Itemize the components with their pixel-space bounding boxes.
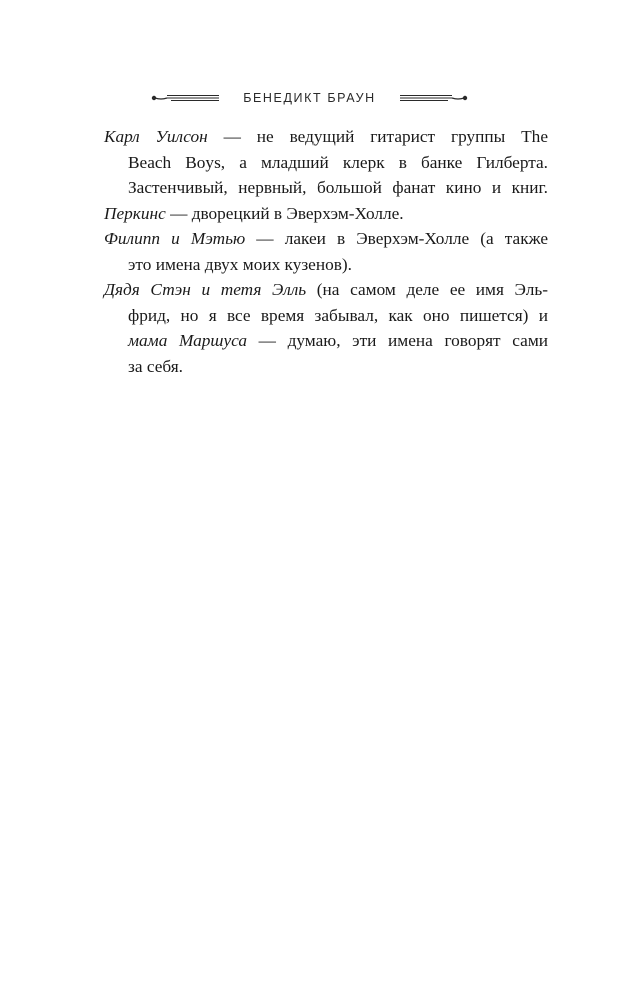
character-list (104, 124, 548, 379)
entry-philip-and-matthew (104, 226, 548, 277)
left-ornament-icon (151, 90, 221, 106)
running-head (0, 86, 619, 110)
text-line (104, 124, 548, 150)
line-text: — не ведущий гитарист группы The (207, 127, 548, 146)
text-line (104, 277, 548, 303)
character-name: Перкинс (104, 203, 166, 223)
character-name: Дядя Стэн и тетя Элль (104, 280, 307, 299)
right-ornament-icon (398, 90, 468, 106)
entry-perkins (104, 201, 548, 227)
character-name: Карл Уилсон (104, 127, 208, 146)
character-name: мама Маршуса (128, 331, 248, 350)
line-text: за себя. (128, 356, 183, 376)
line-text: — думаю, эти имена говорят сами (247, 331, 548, 350)
line-text: Застенчивый, нервный, большой фанат кино и книг. (128, 178, 548, 197)
text-line (104, 303, 548, 329)
text-line (104, 150, 548, 176)
line-text: (на самом деле ее имя Эль- (306, 280, 548, 299)
entry-uncle-stan-aunt-ell (104, 277, 548, 379)
line-text: — лакеи в Эверхэм-Холле (а также (245, 229, 549, 248)
line-text: Beach Boys, а младший клерк в банке Гилберта. (128, 152, 548, 172)
line-text: фрид, но я все время забывал, как оно пишется) и (128, 305, 548, 325)
entry-karl-wilson (104, 124, 548, 201)
character-name: Филипп и Мэтью (104, 229, 246, 248)
text-line (104, 201, 548, 227)
line-text: — дворецкий в Эверхэм-Холле. (165, 203, 404, 223)
text-line (104, 354, 548, 380)
text-line (104, 175, 548, 201)
text-line (104, 328, 548, 354)
line-text: это имена двух моих кузенов). (128, 254, 352, 274)
running-head-author: БЕНЕДИКТ БРАУН (243, 91, 376, 105)
text-line (104, 226, 548, 252)
text-line (104, 252, 548, 278)
